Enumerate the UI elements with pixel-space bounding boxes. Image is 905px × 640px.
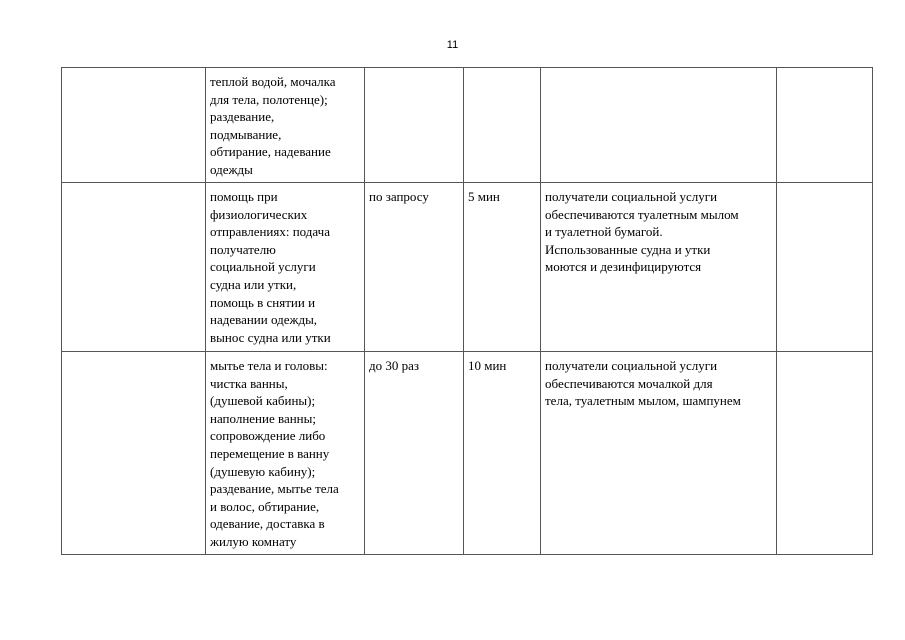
table-cell-empty xyxy=(777,68,873,183)
service-description-cell: мытье тела и головы: чистка ванны, (душевой кабины); наполнение ванны; сопровождение либо перемещение в ванну (душевую кабину); раздевание, мытье тела и волос, обтирание, одевание, доставка в жилую комнату xyxy=(206,352,365,555)
frequency-cell: по запросу xyxy=(365,183,464,352)
conditions-cell: получатели социальной услуги обеспечиваются мочалкой для тела, туалетным мылом, шампунем xyxy=(541,352,777,555)
table-row xyxy=(62,352,873,555)
service-description-cell: помощь при физиологических отправлениях: подача получателю социальной услуги судна или утки, помощь в снятии и надевании одежды, вынос судна или утки xyxy=(206,183,365,352)
table-cell-empty xyxy=(62,68,206,183)
service-description-cell: теплой водой, мочалка для тела, полотенце); раздевание, подмывание, обтирание, надевание одежды xyxy=(206,68,365,183)
table-cell-empty xyxy=(777,183,873,352)
table-cell-empty xyxy=(62,183,206,352)
table-cell-empty xyxy=(62,352,206,555)
duration-cell: 10 мин xyxy=(464,352,541,555)
page-number: 11 xyxy=(446,39,459,51)
frequency-cell: до 30 раз xyxy=(365,352,464,555)
table-row xyxy=(62,68,873,183)
conditions-cell xyxy=(541,68,777,183)
duration-cell xyxy=(464,68,541,183)
frequency-cell xyxy=(365,68,464,183)
duration-cell: 5 мин xyxy=(464,183,541,352)
table-row xyxy=(62,183,873,352)
services-table xyxy=(61,67,873,555)
table-cell-empty xyxy=(777,352,873,555)
conditions-cell: получатели социальной услуги обеспечиваются туалетным мылом и туалетной бумагой. Использованные судна и утки моются и дезинфицируются xyxy=(541,183,777,352)
